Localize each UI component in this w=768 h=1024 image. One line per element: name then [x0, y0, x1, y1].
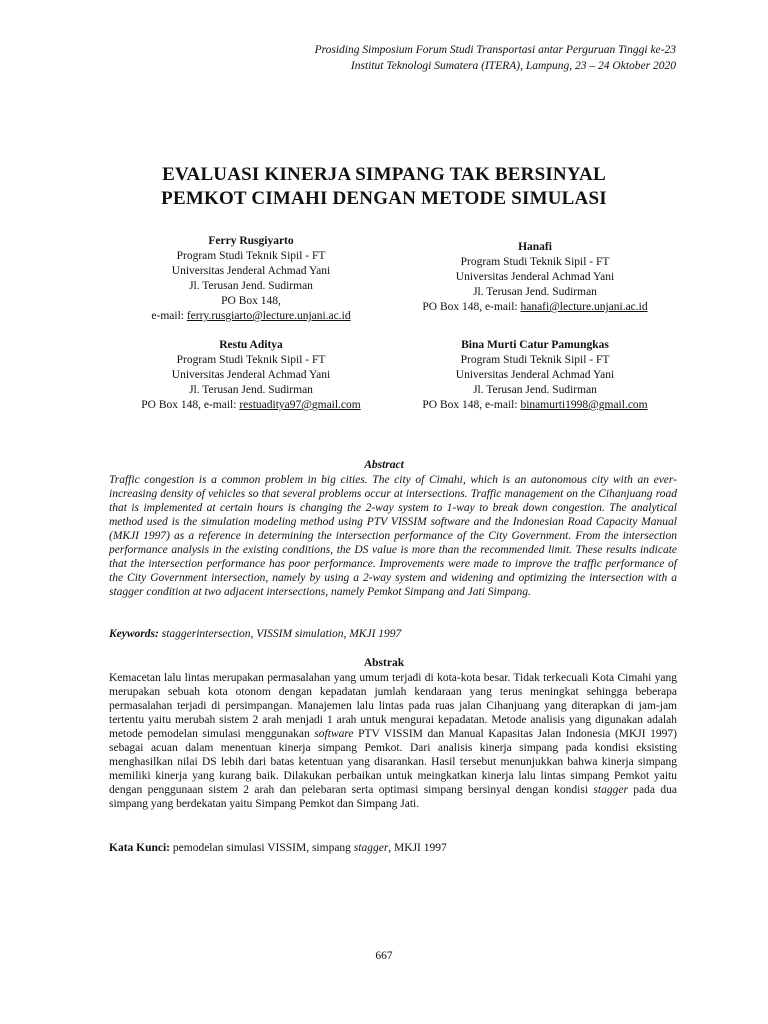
kata-kunci: [109, 841, 677, 855]
abstrak-text-part-3: pada dua simpang yang berdekatan yaitu Simpang Pemkot dan Simpang Jati.: [109, 784, 677, 810]
author-email-link[interactable]: restuaditya97@gmail.com: [239, 399, 361, 411]
abstract-heading: Abstract: [364, 459, 404, 471]
abstrak-italic-software: software: [314, 728, 354, 740]
running-head: [315, 42, 676, 74]
abstrak-text-part-2: PTV VISSIM dan Manual Kapasitas Jalan Indonesia (MKJI 1997) sebagai acuan dalam menentuan kinerja simpang Pemkot. Dari analisis kinerja simpang pada kondisi eksisting menghasilkan nilai DS lebih dari batas ketentuan yang disarankan. Hasil tersebut menunjukkan bahwa kinerja simpang memiliki kinerja yang kurang baik. Dilakukan perbaikan untuk meingkatkan kinerja lalu lintas simpang Pemkot yaitu dengan penggunaan sistem 2 arah dan pelebaran serta optimasi simpang bersinyal dengan kondisi: [109, 728, 677, 796]
author-email-line: [120, 309, 382, 324]
author-email-line: [120, 398, 382, 413]
author-address-pobox: PO Box 148,: [221, 295, 281, 307]
author-affiliation-university: Universitas Jenderal Achmad Yani: [171, 369, 331, 381]
author-email-line: [400, 398, 670, 413]
author-affiliation-program: Program Studi Teknik Sipil - FT: [460, 354, 610, 366]
author-address-street: Jl. Terusan Jend. Sudirman: [473, 384, 597, 396]
author-name: Bina Murti Catur Pamungkas: [461, 339, 609, 351]
abstrak-italic-stagger: stagger: [593, 784, 628, 796]
author-block-4: [400, 338, 670, 413]
paper-title-line-2: PEMKOT CIMAHI DENGAN METODE SIMULASI: [161, 188, 607, 209]
author-name: Restu Aditya: [219, 339, 283, 351]
paper-title-line-1: EVALUASI KINERJA SIMPANG TAK BERSINYAL: [162, 164, 606, 185]
author-affiliation-program: Program Studi Teknik Sipil - FT: [460, 256, 610, 268]
author-affiliation-university: Universitas Jenderal Achmad Yani: [171, 265, 331, 277]
author-email-link[interactable]: binamurti1998@gmail.com: [520, 399, 648, 411]
email-label: e-mail:: [151, 310, 187, 322]
author-pobox-email-label: PO Box 148, e-mail:: [422, 399, 521, 411]
page-number: 667: [375, 950, 393, 962]
author-affiliation-university: Universitas Jenderal Achmad Yani: [455, 271, 615, 283]
abstrak-heading: Abstrak: [363, 657, 405, 669]
author-block-3: [120, 338, 382, 413]
author-affiliation-program: Program Studi Teknik Sipil - FT: [176, 354, 326, 366]
kata-kunci-text-1: pemodelan simulasi VISSIM, simpang: [170, 842, 354, 854]
author-address-street: Jl. Terusan Jend. Sudirman: [189, 384, 313, 396]
author-block-1: [120, 234, 382, 324]
author-email-line: [400, 300, 670, 315]
running-head-line-1: Prosiding Simposium Forum Studi Transportasi antar Perguruan Tinggi ke-23: [314, 44, 676, 56]
author-name: Ferry Rusgiyarto: [208, 235, 294, 247]
abstrak-text: [109, 671, 677, 811]
author-pobox-email-label: PO Box 148, e-mail:: [141, 399, 240, 411]
author-pobox-email-label: PO Box 148, e-mail:: [422, 301, 521, 313]
author-affiliation-university: Universitas Jenderal Achmad Yani: [455, 369, 615, 381]
author-name: Hanafi: [518, 241, 552, 253]
paper-title: [0, 163, 768, 211]
keywords-text: staggerintersection, VISSIM simulation, MKJI 1997: [158, 628, 402, 640]
kata-kunci-italic: stagger: [353, 842, 389, 854]
keywords-label: Keywords:: [109, 628, 159, 640]
abstract-text: Traffic congestion is a common problem in big cities. The city of Cimahi, which is an autonomous city with an ever-increasing density of vehicles so that several problems occur at intersections. Traffic management on the Cihanjuang road that is implemented at certain hours is changing the 2-way system to 1-way to break down congestion. The analytical method used is the simulation modeling method using PTV VISSIM software and the Indonesian Road Capacity Manual (MKJI 1997) as a reference in determining the intersection performance of the City Government. From the intersection performance analysis in the existing conditions, the DS value is more than the recommended limit. These results indicate that the intersection performance has poor performance. Improvements were made to improve the traffic performance of the City Government intersection, namely by using a 2-way system and widening and optimizing the intersection with a stagger condition at two adjacent intersections, namely Pemkot Simpang and Jati Simpang.: [109, 474, 677, 598]
abstrak-text-part-1: Kemacetan lalu lintas merupakan permasalahan yang umum terjadi di kota-kota besar. Tidak terkecuali Kota Cimahi yang merupakan sebuah kota otonom dengan kepadatan jumlah kendaraan yang terus meningkat sehingga beberapa permasalahan terjadi di persimpangan. Manajemen lalu lintas pada ruas jalan Cihanjuang yang diterapkan di jam-jam tertentu yaitu merubah sistem 2 arah menjadi 1 arah untuk mengurai kepadatan. Metode analisis yang digunakan adalah metode pemodelan simulasi menggunakan: [109, 672, 677, 740]
author-email-link[interactable]: hanafi@lecture.unjani.ac.id: [520, 301, 648, 313]
author-address-street: Jl. Terusan Jend. Sudirman: [473, 286, 597, 298]
author-address-street: Jl. Terusan Jend. Sudirman: [189, 280, 313, 292]
kata-kunci-text-2: , MKJI 1997: [388, 842, 447, 854]
author-affiliation-program: Program Studi Teknik Sipil - FT: [176, 250, 326, 262]
kata-kunci-label: Kata Kunci:: [109, 842, 171, 854]
running-head-line-2: Institut Teknologi Sumatera (ITERA), Lampung, 23 – 24 Oktober 2020: [350, 60, 676, 72]
keywords: [109, 627, 677, 641]
author-block-2: [400, 240, 670, 315]
author-email-link[interactable]: ferry.rusgiarto@lecture.unjani.ac.id: [186, 310, 351, 322]
